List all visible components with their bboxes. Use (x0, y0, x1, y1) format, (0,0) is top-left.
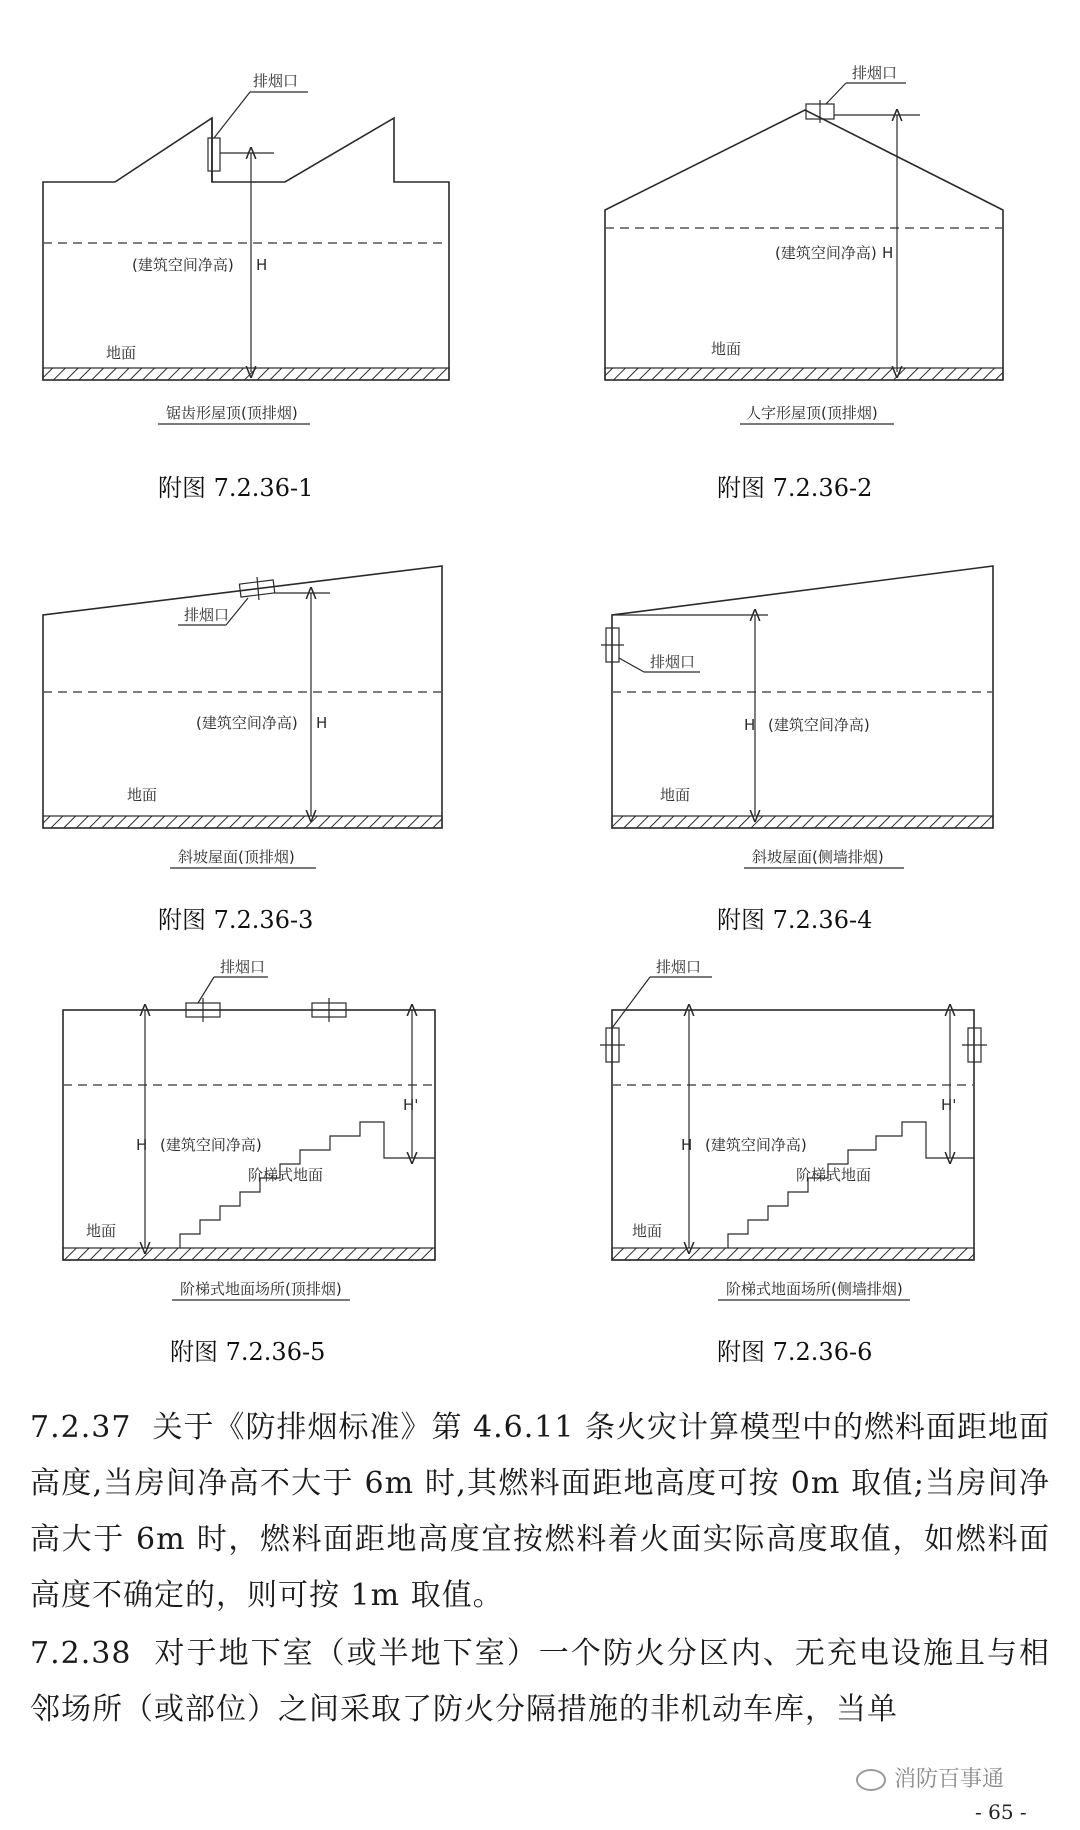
vent-label: 排烟口 (253, 72, 299, 90)
clause-text: 对于地下室（或半地下室）一个防火分区内、无充电设施且与相邻场所（或部位）之间采取了防火分隔措施的非机动车库，当单 (30, 1636, 1050, 1727)
height-label: (建筑空间净高) (160, 1136, 262, 1154)
figure-caption: 阶梯式地面场所(侧墙排烟) (726, 1280, 903, 1298)
figure-caption: 锯齿形屋顶(顶排烟) (166, 404, 298, 422)
figure-2-gable-roof (605, 64, 1003, 502)
stair-ground-label: 阶梯式地面 (796, 1166, 872, 1184)
ground-label: 地面 (127, 786, 158, 804)
ground-hatch (612, 1248, 974, 1260)
h-label: H (681, 1136, 693, 1154)
ground-label: 地面 (632, 1222, 663, 1240)
vent-label: 排烟口 (650, 653, 696, 671)
figure-5-stepped-floor-top (63, 958, 435, 1366)
figure-1-sawtooth-roof (43, 72, 449, 502)
figure-4-sloped-roof-side (601, 566, 993, 934)
figure-caption: 斜坡屋面(侧墙排烟) (752, 848, 884, 866)
stair-ground-label: 阶梯式地面 (248, 1166, 324, 1184)
h-label: H (316, 714, 328, 732)
watermark (856, 1762, 1004, 1793)
figure-number: 附图 7.2.36-1 (158, 474, 314, 502)
ground-hatch (43, 368, 449, 380)
clause-number: 7.2.38 (30, 1636, 132, 1671)
figure-caption: 阶梯式地面场所(顶排烟) (180, 1280, 342, 1298)
page-number: - 65 - (975, 1800, 1027, 1824)
paragraph-7-2-37 (30, 1400, 1050, 1624)
figure-number: 附图 7.2.36-2 (717, 474, 873, 502)
figure-caption: 斜坡屋面(顶排烟) (178, 848, 295, 866)
h-label: H (744, 716, 756, 734)
wechat-icon (856, 1769, 886, 1791)
height-label: (建筑空间净高) (196, 714, 298, 732)
watermark-text: 消防百事通 (894, 1767, 1005, 1792)
ground-hatch (43, 816, 442, 828)
ground-label: 地面 (86, 1222, 117, 1240)
figure-number: 附图 7.2.36-3 (158, 906, 314, 934)
h-label: H (136, 1136, 148, 1154)
vent-label: 排烟口 (852, 64, 898, 82)
h-label: H (882, 244, 894, 262)
height-label: (建筑空间净高) (132, 256, 234, 274)
ground-label: 地面 (711, 340, 742, 358)
vent-label: 排烟口 (220, 958, 266, 976)
clause-number: 7.2.37 (30, 1410, 132, 1445)
h-prime-label: H' (403, 1096, 419, 1114)
figure-3-sloped-roof-top (43, 566, 442, 934)
ground-hatch (612, 816, 993, 828)
figure-number: 附图 7.2.36-5 (170, 1338, 326, 1366)
figure-number: 附图 7.2.36-6 (717, 1338, 873, 1366)
vent-label: 排烟口 (656, 958, 702, 976)
height-label: (建筑空间净高) (775, 244, 877, 262)
ground-label: 地面 (660, 786, 691, 804)
figure-6-stepped-floor-side (600, 958, 987, 1366)
figure-caption: 人字形屋顶(顶排烟) (746, 404, 878, 422)
vent-icon (208, 138, 220, 171)
h-label: H (256, 256, 268, 274)
figure-number: 附图 7.2.36-4 (717, 906, 873, 934)
vent-label: 排烟口 (184, 606, 230, 624)
height-label: (建筑空间净高) (705, 1136, 807, 1154)
height-label: (建筑空间净高) (768, 716, 870, 734)
ground-hatch (605, 368, 1003, 380)
paragraph-7-2-38 (30, 1626, 1050, 1738)
ground-label: 地面 (106, 344, 137, 362)
ground-hatch (63, 1248, 435, 1260)
clause-text: 关于《防排烟标准》第 4.6.11 条火灾计算模型中的燃料面距地面高度,当房间净高不大于 6m 时,其燃料面距地高度可按 0m 取值;当房间净高大于 6m 时，燃料面距地高度宜按燃料着火面实际高度取值，如燃料面高度不确定的，则可按 1m 取值。 (30, 1410, 1050, 1613)
h-prime-label: H' (941, 1096, 957, 1114)
